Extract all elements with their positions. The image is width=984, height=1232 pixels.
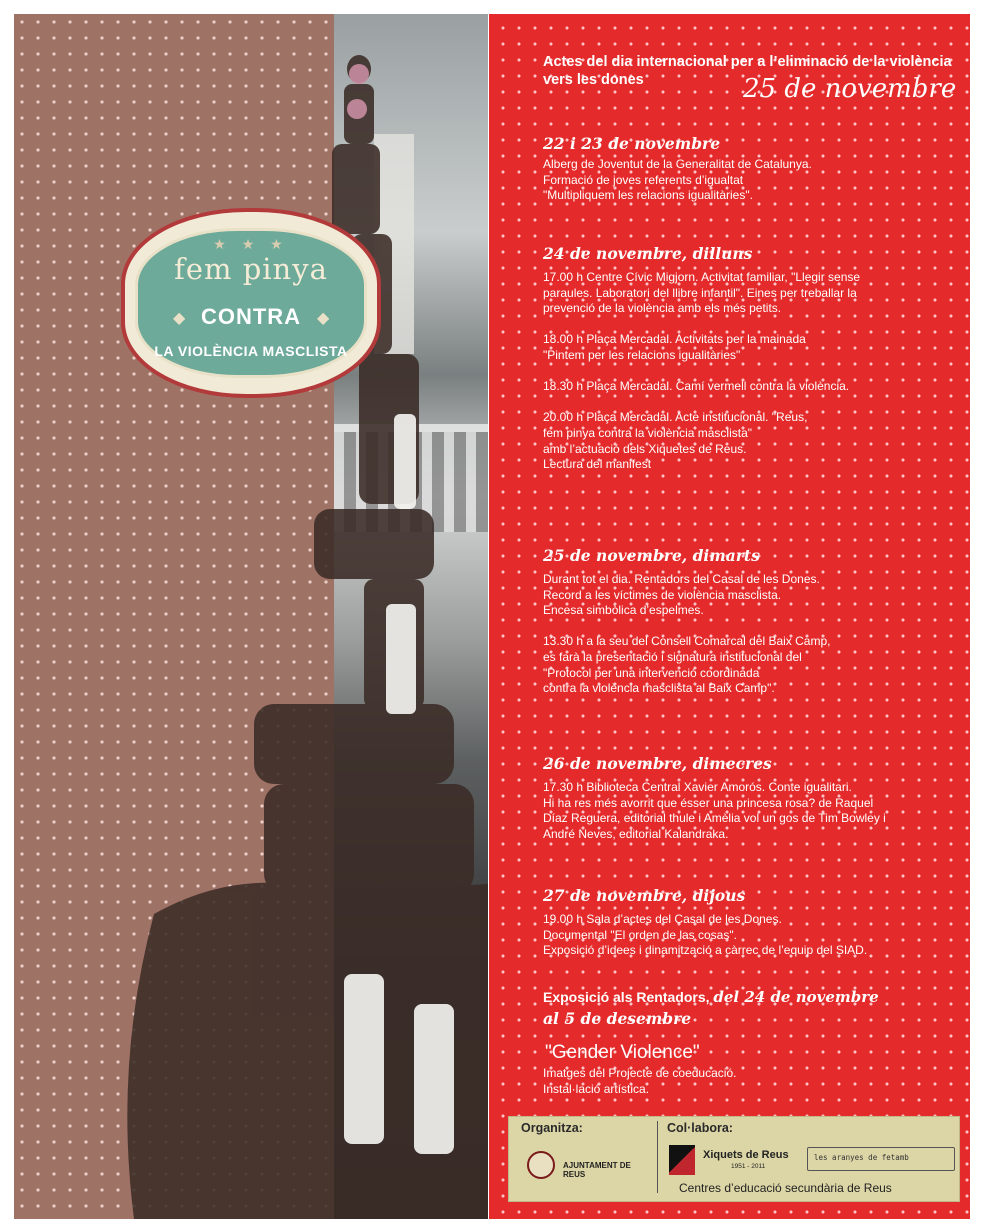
xiquets-name: Xiquets de Reus <box>703 1149 789 1161</box>
section-heading: 25 de novembre, dimarts <box>543 546 760 565</box>
section-heading: 27 de novembre, dijous <box>543 886 746 905</box>
aranyes-logo <box>807 1147 955 1171</box>
exhibition-heading-b: del 24 de novembre <box>713 988 879 1006</box>
badge-contra: CONTRA <box>200 304 302 329</box>
section-text: 17.30 h Biblioteca Central Xavier Amorós. Conte igualitari. Hi ha res més avorrit que ésser una princesa rosa? de Raquel Díaz Reguera, editorial thule i Amèlia vol un gos de Tim Bowley i André Neves, editorial Kalandraka. <box>543 780 886 841</box>
poster-right-panel <box>489 14 970 1219</box>
xiquets-reus-logo <box>669 1143 829 1183</box>
xiquets-mark-icon <box>669 1145 695 1175</box>
colabora-label: Col·labora: <box>667 1121 733 1135</box>
organitza-label: Organitza: <box>521 1121 583 1135</box>
sponsors-footer <box>508 1116 960 1202</box>
badge-stars: ★ ★ ★ <box>213 236 289 252</box>
section-text: 17.00 h Centre Cívic Migjorn. Activitat familiar, "Llegir sense paraules. Laboratori del llibre infantil". Eines per treballar la prevenció de la violència amb els més petits. 18.00 h Plaça Mercadal. Activitats per la mainada "Pintem per les relacions igualitàries" 18.30 h Plaça Mercadal. Camí vermell contra la violència. 20.00 h Plaça Mercadal. Acte institucional. "Reus, fem pinya contra la violència masclista" amb l’actuació dels Xiquetes de Reus. Lectura del manifest <box>543 270 861 472</box>
ornament-left-icon: ◆ <box>173 310 186 327</box>
centres-text: Centres d’educació secundària de Reus <box>679 1181 892 1195</box>
exhibition-heading-end: al 5 de desembre <box>543 1009 692 1028</box>
section-heading: 22 i 23 de novembre <box>543 134 721 153</box>
exhibition-title: "Gender Violence" <box>545 1042 700 1063</box>
badge-title: fem pinya <box>174 252 328 286</box>
exhibition-heading-a: Exposició als Rentadors, <box>543 989 714 1005</box>
ajuntament-reus-logo <box>527 1149 647 1189</box>
footer-divider <box>657 1121 658 1193</box>
badge-subtitle: LA VIOLÈNCIA MASCLISTA <box>154 343 348 359</box>
poster-left-panel <box>14 14 488 1219</box>
reus-logo-text: AJUNTAMENT DE REUS <box>563 1161 631 1179</box>
xiquets-years: 1951 - 2011 <box>731 1163 766 1170</box>
human-tower-silhouette <box>14 14 488 1219</box>
header-title: Actes del dia internacional per a l’eliminació de la violència vers les dones <box>543 54 952 88</box>
reus-seal-icon <box>527 1151 555 1179</box>
fem-pinya-badge <box>121 208 381 398</box>
section-text: 19.00 h Sala d’actes del Casal de les Dones. Documental "El orden de las cosas". Exposició d’idees i dinamització a càrrec de l’equip del SIAD. <box>543 912 868 958</box>
aranyes-text: les aranyes de fetamb <box>814 1153 909 1162</box>
section-heading: 26 de novembre, dimecres <box>543 754 772 773</box>
section-heading: 24 de novembre, dilluns <box>543 244 753 263</box>
exhibition-heading <box>543 988 879 1006</box>
section-text: Alberg de Joventut de la Generalitat de Catalunya. Formació de joves referents d’igualtat "Multipliquem les relacions igualitàries". <box>543 157 812 203</box>
header-date: 25 de novembre <box>743 74 957 104</box>
section-text: Durant tot el dia. Rentadors del Casal de les Dones. Record a les víctimes de violència masclista. Encesa simbòlica d’espelmes. 13.30 h a la seu del Consell Comarcal del Baix Camp, es farà la presentació i signatura institucional del "Protocol per una intervenció coordinada contra la violència masclista al Baix Camp". <box>543 572 831 696</box>
exhibition-text: Imatges del Projecte de coeducació. Instal·lació artística. <box>543 1066 737 1096</box>
ornament-right-icon: ◆ <box>317 310 330 327</box>
